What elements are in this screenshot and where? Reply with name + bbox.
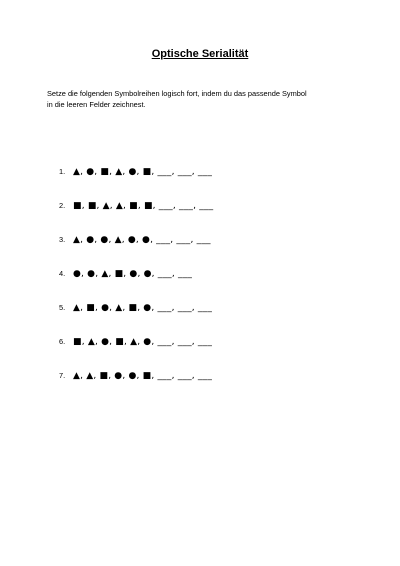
task-item-4 bbox=[59, 268, 213, 302]
instruction-line: Setze die folgenden Symbolreihen logisch fort, indem du das passende Symbol bbox=[47, 89, 307, 98]
symbol-sequence: ■, ■, ▲, ▲, ■, ■, ___, ___, ___ bbox=[73, 201, 214, 211]
task-number: 1. bbox=[59, 167, 66, 176]
task-item-6 bbox=[59, 336, 213, 370]
instruction-text bbox=[47, 88, 367, 110]
symbol-sequence: ▲, ■, ●, ▲, ■, ●, ___, ___, ___ bbox=[73, 303, 213, 313]
symbol-sequence: ●, ●, ▲, ■, ●, ●, ___, ___ bbox=[73, 269, 193, 279]
page-title: Optische Serialität bbox=[151, 48, 249, 60]
task-number: 7. bbox=[59, 371, 66, 380]
task-item-5 bbox=[59, 302, 213, 336]
task-number: 4. bbox=[59, 269, 66, 278]
task-item-1 bbox=[59, 166, 213, 200]
task-number: 2. bbox=[59, 201, 66, 210]
task-item-2 bbox=[59, 200, 213, 234]
symbol-sequence: ■, ▲, ●, ■, ▲, ●, ___, ___, ___ bbox=[73, 337, 213, 347]
symbol-sequence: ▲, ●, ●, ▲, ●, ●, ___, ___, ___ bbox=[73, 235, 211, 245]
task-list bbox=[59, 166, 213, 404]
task-number: 3. bbox=[59, 235, 66, 244]
symbol-sequence: ▲, ●, ■, ▲, ●, ■, ___, ___, ___ bbox=[73, 167, 213, 177]
task-item-7 bbox=[59, 370, 213, 404]
instruction-line: in die leeren Felder zeichnest. bbox=[47, 100, 146, 109]
symbol-sequence: ▲, ▲, ■, ●, ●, ■, ___, ___, ___ bbox=[73, 371, 213, 381]
task-number: 6. bbox=[59, 337, 66, 346]
task-item-3 bbox=[59, 234, 213, 268]
task-number: 5. bbox=[59, 303, 66, 312]
